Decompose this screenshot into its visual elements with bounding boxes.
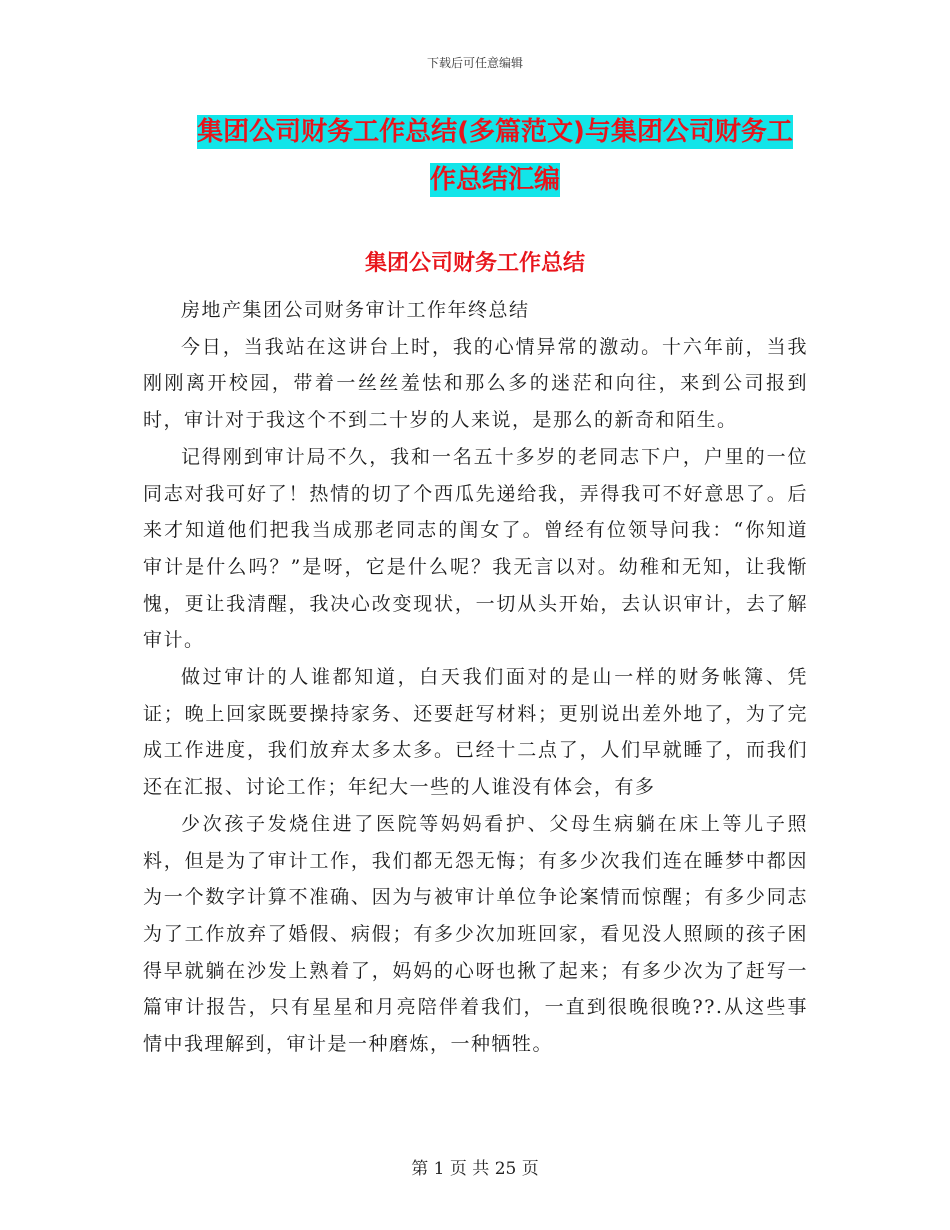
body-text (143, 292, 808, 1063)
paragraph: 少次孩子发烧住进了医院等妈妈看护、父母生病躺在床上等儿子照料，但是为了审计工作，我们都无怨无悔；有多少次我们连在睡梦中都因为一个数字计算不准确、因为与被审计单位争论案情而惊醒；有多少同志为了工作放弃了婚假、病假；有多少次加班回家，看见没人照顾的孩子困得早就躺在沙发上熟着了，妈妈的心呀也揪了起来；有多少次为了赶写一篇审计报告，只有星星和月亮陪伴着我们，一直到很晚很晚??.从这些事情中我理解到，审计是一种磨炼，一种牺牲。 (143, 812, 808, 1056)
paragraph: 记得刚到审计局不久，我和一名五十多岁的老同志下户，户里的一位同志对我可好了！热情的切了个西瓜先递给我，弄得我可不好意思了。后来才知道他们把我当成那老同志的闺女了。曾经有位领导问我：“你知道审计是什么吗？”是呀，它是什么呢？我无言以对。幼稚和无知，让我惭愧，更让我清醒，我决心改变现状，一切从头开始，去认识审计，去了解审计。 (143, 445, 808, 652)
header-note: 下载后可任意编辑 (426, 56, 523, 70)
paragraph: 今日，当我站在这讲台上时，我的心情异常的激动。十六年前，当我刚刚离开校园，带着一丝丝羞怯和那么多的迷茫和向往，来到公司报到时，审计对于我这个不到二十岁的人来说，是那么的新奇和陌生。 (143, 335, 808, 432)
document-title (150, 108, 840, 204)
section-title: 集团公司财务工作总结 (364, 251, 585, 276)
page-footer: 第 1 页 共 25 页 (411, 1159, 539, 1179)
paragraph: 做过审计的人谁都知道，白天我们面对的是山一样的财务帐簿、凭证；晚上回家既要操持家务、还要赶写材料；更别说出差外地了，为了完成工作进度，我们放弃太多太多。已经十二点了，人们早就睡了，而我们还在汇报、讨论工作；年纪大一些的人谁没有体会，有多 (143, 666, 808, 799)
paragraph: 房地产集团公司财务审计工作年终总结 (181, 299, 530, 321)
document-title-line1: 集团公司财务工作总结(多篇范文)与集团公司财务工 (197, 117, 793, 147)
document-title-line2: 作总结汇编 (429, 165, 560, 195)
